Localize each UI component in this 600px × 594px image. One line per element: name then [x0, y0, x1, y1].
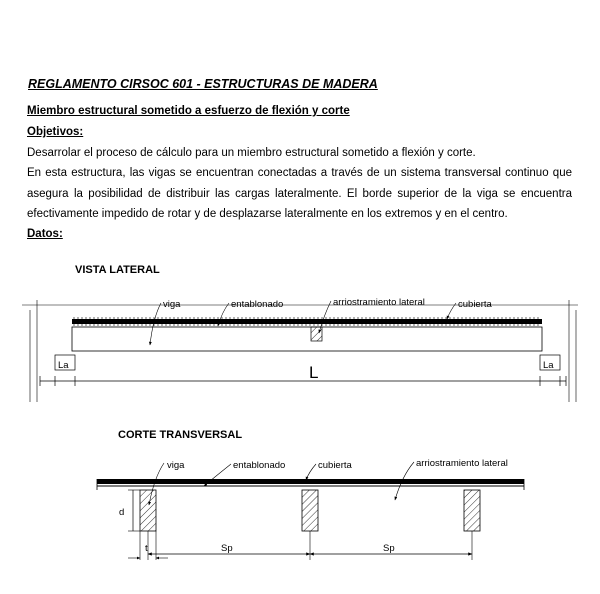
section-spacing-label-2: Sp	[383, 543, 395, 554]
section-cubierta-label: cubierta	[318, 460, 352, 471]
side-view-figure	[22, 264, 578, 402]
objective-text: Desarrolar el proceso de cálculo para un miembro estructural sometido a flexión y corte.	[27, 147, 476, 159]
side-cubierta-label: cubierta	[458, 299, 492, 310]
side-cubierta	[72, 319, 542, 324]
objectives-heading: Objetivos:	[27, 126, 84, 138]
document-title: REGLAMENTO CIRSOC 601 - ESTRUCTURAS DE MADERA	[28, 77, 378, 91]
section-heading: CORTE TRANSVERSAL	[118, 429, 243, 441]
section-thickness-label: t	[145, 543, 148, 554]
section-depth-label: d	[119, 507, 125, 518]
section-beam-2	[302, 490, 318, 531]
section-beam-3	[464, 490, 480, 531]
side-la-left-label: La	[58, 360, 69, 371]
side-arriostramiento-label: arriostramiento lateral	[333, 297, 425, 308]
section-cubierta	[97, 479, 524, 484]
section-spacing-label-1: Sp	[221, 543, 233, 554]
data-heading: Datos:	[27, 228, 63, 240]
section-beam-1	[140, 490, 156, 531]
side-span-label: L	[309, 363, 319, 382]
side-viga-label: viga	[163, 299, 181, 310]
section-arriostramiento-label: arriostramiento lateral	[416, 458, 508, 469]
document-subtitle: Miembro estructural sometido a esfuerzo de flexión y corte	[27, 105, 350, 117]
section-viga-label: viga	[167, 460, 185, 471]
structure-description: En esta estructura, las vigas se encuentran conectadas a través de un sistema transversal continuo que asegura la posibilidad de distribuir las cargas lateralmente. El borde superior de la viga se encuentra efectivamente impedido de rotar y de desplazarse lateralmente en los extremos y en el centro.	[27, 167, 572, 220]
section-entablonado-label: entablonado	[233, 460, 286, 471]
side-beam	[72, 327, 542, 351]
cross-section-figure	[97, 429, 524, 560]
side-la-right-label: La	[543, 360, 554, 371]
side-entablonado-label: entablonado	[231, 299, 284, 310]
side-view-heading: VISTA LATERAL	[75, 264, 160, 276]
